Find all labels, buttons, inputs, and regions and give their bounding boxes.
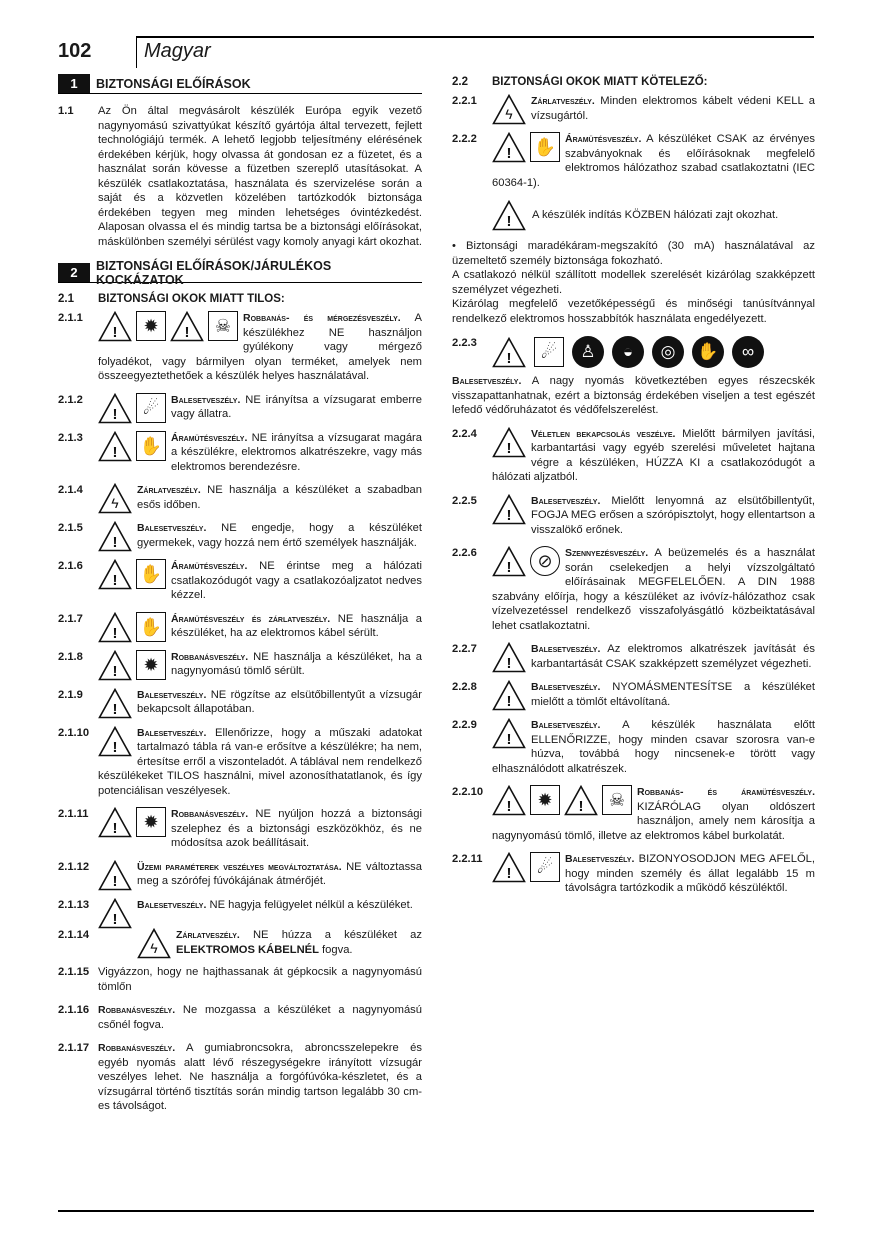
hazard-label: Balesetveszély. [452, 375, 522, 387]
electric-hand-icon: ✋ [530, 132, 560, 162]
item-number: 2.1.1 [58, 312, 83, 324]
header-divider [136, 36, 137, 68]
hazard-icons [98, 650, 166, 681]
hazard-label: Balesetveszély. [531, 494, 601, 507]
item-number: 2.1.2 [58, 393, 83, 406]
warning-icon [492, 337, 526, 368]
item-2-1-11 [58, 807, 422, 851]
svg-text:!: ! [112, 624, 118, 642]
svg-text:!: ! [506, 693, 512, 710]
warning-icon [492, 427, 526, 458]
svg-text:!: ! [112, 443, 118, 461]
hazard-icons [98, 688, 132, 719]
svg-text:!: ! [112, 324, 118, 341]
warning-icon [492, 852, 526, 883]
left-column [58, 74, 422, 1123]
item-1-1 [58, 104, 422, 249]
section-1-heading [58, 74, 422, 94]
svg-text:ϟ: ϟ [111, 495, 119, 511]
section-number: 1 [58, 74, 90, 93]
item-text: Mielőtt bármilyen javítási, karbantartási vagy egyéb szerelési műveletet hajtana végre a készüléken, HÚZZA KI a csatlakozódugót a hálózati aljzatból. [492, 427, 815, 483]
item-2-2-4 [452, 427, 815, 485]
item-2-2-1 [452, 94, 815, 123]
item-2-1-6 [58, 559, 422, 603]
item-text: NE irányítsa a vízsugarat magára a készülékre, elektromos alkatrészekre, vagy más elektromos berendezésre. [171, 431, 422, 473]
warning-icon [492, 718, 526, 749]
svg-text:!: ! [578, 798, 584, 815]
item-number: 2.2.6 [452, 547, 477, 559]
item-2-2-2 [452, 132, 815, 326]
item-text: BIZONYOSODJON MEG AFELŐL, hogy minden személy és állat legalább 15 m távolságra tartózkodik a működő készüléktől. [565, 853, 815, 894]
warning-icon [492, 642, 526, 673]
hazard-label: Szennyezésveszély. [565, 547, 649, 559]
item-text: NE használja a készüléket, ha az elektromos kábel sérült. [171, 612, 422, 639]
item-number: 2.2.4 [452, 427, 477, 440]
svg-text:ϟ: ϟ [150, 940, 158, 956]
item-2-1-13 [58, 898, 422, 928]
hazard-label: Robbanásveszély. [98, 1004, 176, 1016]
item-text: A készülék használata előtt ELLENŐRIZZE, hogy minden csavar szorosra van-e húzva, továbbá hogy nincsenek-e törött vagy elhasználódott alkatrészek. [492, 719, 815, 775]
hazard-icons [98, 807, 166, 838]
hazard-label: Robbanás- és mérgezésveszély. [243, 312, 401, 324]
item-text: NE húzza a készüléket az [239, 929, 422, 941]
footer-rule [58, 1210, 814, 1212]
left-items [58, 311, 422, 1114]
warning-icon [98, 393, 132, 424]
warning-icon [98, 860, 132, 891]
electric-hazard-icon [137, 928, 171, 959]
item-number: 2.2.11 [452, 853, 483, 865]
item-2-2-3 [452, 336, 815, 418]
item-2-1-2 [58, 393, 422, 422]
item-text: Az Ön által megvásárolt készülék Európa egyik vezető nagynyomású szivattyúkat készítő gyártója által tervezett, fejlett technológiájú termék. A lehető legjobb teljesítmény elérésének érdekében kérjük, hogy olvassa át gondosan ez a füzetet, és a használat során kövesse a füzetben szereplő utasításokat. A készülék csatlakoztatása, használata és szervizelése során a saját és a közvetlen közelében tartózkodók biztonsága érdekében tegyen meg minden lehetséges óvintézkedést. Alaposan olvassa el és mindig tartsa be a biztonsági előírásokat, máskülönben személyi sérülést vagy komoly anyagi kárt okozhat. [98, 105, 422, 248]
item-text: A készüléket CSAK az érvényes szabványoknak és előírásoknak megfelelő elektromos hálózathoz szabad csatlakoztatni (IEC 60364-1). [492, 133, 815, 189]
rcd-bullet: • Biztonsági maradékáram-megszakító (30 mA) használatával az üzemeltető személy biztonsága fokozható. [452, 240, 815, 267]
hazard-label: Véletlen bekapcsolás veszélye. [531, 427, 676, 440]
hazard-label: Áramütésveszély. [171, 431, 248, 444]
right-items [452, 427, 815, 896]
item-2-1-9 [58, 688, 422, 717]
hazard-icons [98, 483, 132, 514]
item-2-1-15 [58, 965, 422, 994]
hazard-label: Balesetveszély. [531, 681, 601, 693]
hazard-icons [492, 642, 526, 673]
electric-hand-icon: ✋ [136, 431, 166, 461]
item-number: 2.1.16 [58, 1004, 90, 1016]
hazard-label: Zárlatveszély. [531, 95, 595, 107]
svg-text:!: ! [506, 506, 512, 524]
item-2-2-7 [452, 642, 815, 671]
item-2-2-9 [452, 718, 815, 776]
hazard-label: Áramütésveszély. [171, 560, 248, 572]
hazard-icons [98, 559, 166, 590]
item-2-2-10 [452, 785, 815, 843]
item-number: 2.1.10 [58, 726, 90, 739]
hazard-label: Balesetveszély. [137, 898, 207, 911]
section-number: 2 [58, 263, 90, 282]
item-text: A beüzemelés és a használat során cselekedjen a helyi vízszolgáltató előírásainak MEGFELELŐEN. A DIN 1988 szabvány előírja, hogy a készüléket az ivóvíz-hálózathoz csak vízelvezetéssel rendelkező visszafolyásgátló közbeiktatásával lehet csatlakoztatni. [492, 547, 815, 632]
item-2-1-16 [58, 1003, 422, 1032]
item-number: 2.2.10 [452, 786, 484, 798]
item-number: 2.1.4 [58, 484, 83, 496]
hazard-icons [137, 928, 171, 959]
item-text: Minden elektromos kábelt védeni KELL a vízsugártól. [531, 95, 815, 122]
hazard-label: Robbanásveszély. [98, 1042, 176, 1054]
item-2-1-12 [58, 860, 422, 889]
language-title: Magyar [144, 40, 211, 62]
ear-protection-icon: ◎ [652, 336, 684, 368]
svg-text:!: ! [112, 738, 118, 756]
noise-note [492, 200, 815, 231]
warning-icon [98, 726, 132, 757]
warning-icon [492, 200, 526, 231]
hazard-icons [492, 852, 560, 883]
item-number: 2.1.13 [58, 898, 90, 911]
item-2-1-1 [58, 311, 422, 384]
warning-icon [492, 132, 526, 163]
warning-icon [492, 785, 526, 816]
svg-text:!: ! [112, 572, 118, 589]
svg-text:!: ! [506, 145, 512, 162]
svg-text:!: ! [184, 324, 190, 341]
electric-hazard-icon [98, 483, 132, 514]
svg-text:!: ! [506, 731, 512, 748]
subsection-number: 2.2 [452, 76, 468, 88]
hazard-label: Balesetveszély. [565, 853, 635, 865]
hazard-label: Robbanásveszély. [171, 650, 249, 663]
item-2-1-7 [58, 612, 422, 641]
item-text: NE engedje, hogy a készüléket gyermekek, vagy hozzá nem értő személyek használják. [137, 522, 422, 549]
svg-text:!: ! [112, 405, 118, 423]
header-rule [136, 36, 814, 38]
warning-icon [98, 431, 132, 462]
jet-spray-icon: ☄ [534, 337, 564, 367]
ppe-icons [492, 336, 815, 368]
warning-icon [98, 612, 132, 643]
svg-text:!: ! [506, 798, 512, 815]
item-number: 2.2.9 [452, 719, 477, 731]
hazard-label: Balesetveszély. [171, 393, 241, 406]
hazard-icons [492, 785, 632, 816]
jet-spray-icon: ☄ [136, 393, 166, 423]
item-text: KIZÁRÓLAG olyan oldószert használjon, amely nem károsítja a nagynyomású tömlő, illetve az elektromos kábel burkolatát. [492, 800, 815, 842]
gloves-icon: ✋ [692, 336, 724, 368]
hazard-label: Balesetveszély. [137, 726, 207, 739]
electric-hand-icon: ✋ [136, 559, 166, 589]
hazard-icons [98, 898, 132, 929]
hazard-icons [492, 718, 526, 749]
item-number: 2.1.15 [58, 966, 90, 978]
hazard-icons [492, 680, 526, 711]
item-text: NE nyúljon hozzá a biztonsági szelephez és a biztonsági eszközökhöz, és ne módosítsa azok beállításait. [171, 808, 422, 849]
warning-icon [170, 311, 204, 342]
item-number: 2.1.6 [58, 560, 83, 572]
hazard-icons [492, 427, 526, 458]
item-number: 2.1.7 [58, 612, 83, 625]
item-text: NYOMÁSMENTESÍTSE a készüléket mielőtt a tömlőt eltávolítaná. [531, 681, 815, 708]
item-number: 2.2.7 [452, 643, 477, 655]
hazard-icons [98, 311, 238, 342]
hazard-label: Üzemi paraméterek veszélyes megváltoztatása. [137, 860, 342, 873]
item-number: 2.2.1 [452, 95, 477, 107]
note-text: A készülék indítás KÖZBEN hálózati zajt okozhat. [532, 209, 779, 222]
goggles-icon: ∞ [732, 336, 764, 368]
hazard-label: Robbanás- és áramütésveszély. [637, 786, 815, 798]
explosion-icon: ✹ [136, 807, 166, 837]
hazard-icons [98, 726, 132, 757]
item-2-1-14 [58, 928, 422, 957]
explosion-icon: ✹ [136, 650, 166, 680]
item-text: Az elektromos alkatrészek javítását és karbantartását CSAK szakképzett személyzet végezheti. [531, 643, 815, 670]
item-text-bold: ELEKTROMOS KÁBELNÉL [176, 943, 319, 956]
item-text: NE használja a készüléket a szabadban esős időben. [137, 484, 422, 511]
section-title: BIZTONSÁGI ELŐÍRÁSOK [96, 76, 251, 91]
subsection-title: BIZTONSÁGI OKOK MIATT KÖTELEZŐ: [492, 76, 708, 88]
explosion-icon: ✹ [136, 311, 166, 341]
svg-text:ϟ: ϟ [505, 106, 513, 122]
item-number: 2.1.17 [58, 1042, 90, 1054]
item-text: A nagy nyomás következtében egyes részecskék visszapattanhatnak, ezért a biztonság érdekében viseljen a test egészét lefedő védőruházatot és védőfelszerelést. [452, 375, 815, 416]
item-number: 2.1.3 [58, 431, 83, 444]
item-number: 2.1.8 [58, 650, 83, 663]
item-number: 2.1.11 [58, 808, 89, 820]
item-number: 2.1.9 [58, 688, 83, 701]
hazard-icons [98, 431, 166, 462]
section-title: BIZTONSÁGI ELŐÍRÁSOK/JÁRULÉKOS KOCKÁZATOK [95, 258, 332, 287]
warning-icon [98, 807, 132, 838]
item-number: 2.2.2 [452, 133, 477, 145]
item-text: Mielőtt lenyomná az elsütőbillentyűt, FOGJA MEG erősen a szórópisztolyt, hogy ellentartson a visszalökő erőnek. [531, 494, 815, 536]
item-2-1-10 [58, 726, 422, 799]
svg-text:!: ! [112, 910, 118, 928]
section-2-heading [58, 258, 422, 287]
protective-suit-icon: ♙ [572, 336, 604, 368]
item-text: NE használja a készüléket, ha a nagynyomású tömlő sérült. [171, 650, 422, 677]
hazard-icons [98, 393, 166, 424]
item-text: NE hagyja felügyelet nélkül a készüléket. [206, 898, 413, 911]
warning-icon [98, 311, 132, 342]
item-2-1-17 [58, 1041, 422, 1114]
hazard-icons [98, 612, 166, 643]
item-number: 2.2.8 [452, 681, 477, 693]
item-number: 2.2.5 [452, 494, 477, 507]
hazard-label: Zárlatveszély. [137, 484, 201, 496]
item-number: 2.2.3 [452, 337, 477, 349]
subsection-number: 2.1 [58, 293, 74, 305]
toxic-skull-icon: ☠ [208, 311, 238, 341]
hazard-label: Balesetveszély. [137, 522, 207, 534]
svg-text:!: ! [112, 534, 118, 551]
item-2-1-5 [58, 521, 422, 550]
warning-icon [98, 521, 132, 552]
no-drinking-water-icon: ⊘ [530, 546, 560, 576]
item-text: Ne mozgassa a készüléket a nagynyomású csőnél fogva. [98, 1004, 422, 1031]
item-text: NE rögzítse az elsütőbillentyűt a vízsugár bekapcsolt állapotában. [137, 688, 422, 715]
item-text: Ellenőrizze, hogy a műszaki adatokat tartalmazó tábla rá van-e erősítve a készülékre; ha nem, értesítse erről a viszonteladót. A táblával nem rendelkező készülékeket TILOS használni, mivel azonosíthatatlanok, és így potenciálisan veszélyesek. [98, 726, 422, 797]
svg-text:!: ! [506, 349, 512, 367]
item-text: Vigyázzon, hogy ne hajthassanak át gépkocsik a nagynyomású tömlőn [98, 966, 422, 993]
warning-icon [564, 785, 598, 816]
warning-icon [98, 898, 132, 929]
item-2-2-6 [452, 546, 815, 633]
paragraph: Kizárólag megfelelő vezetőképességű és minőségi tanúsítvánnyal rendelkező elektromos hosszabbítók használata engedélyezett. [452, 298, 815, 325]
svg-text:!: ! [506, 213, 512, 230]
subsection-title: BIZTONSÁGI OKOK MIATT TILOS: [98, 293, 285, 305]
page-header [58, 36, 814, 68]
hazard-label: Balesetveszély. [531, 719, 601, 731]
warning-icon [98, 688, 132, 719]
item-2-1-4 [58, 483, 422, 512]
hazard-icons [98, 860, 132, 891]
item-2-1-3 [58, 431, 422, 475]
hazard-label: Robbanásveszély. [171, 808, 249, 820]
item-text: NE változtassa meg a szórófej fúvókájának átmérőjét. [137, 860, 422, 887]
hazard-icons [492, 546, 560, 577]
item-text: NE érintse meg a hálózati csatlakozódugót vagy a csatlakozóaljzatot nedves kézzel. [171, 560, 422, 601]
helmet-icon: ◒ [612, 336, 644, 368]
subsection-2-1 [58, 293, 422, 305]
warning-icon [98, 650, 132, 681]
item-text: NE irányítsa a vízsugarat emberre vagy állatra. [171, 393, 422, 420]
item-text: A gumiabroncsokra, abroncsszelepekre és egyéb nyomás alatt lévő részegységekre irányított vízsugár veszélyes lehet. Ne használja a forgófúvóka-készletet, és a vízsugárral történő tisztítás során mindig tartson legalább 30 cm-es távolságot. [98, 1042, 422, 1112]
right-column [452, 74, 815, 905]
item-2-2-8 [452, 680, 815, 709]
svg-text:!: ! [112, 820, 118, 837]
item-number: 2.1.14 [58, 929, 90, 941]
toxic-skull-icon: ☠ [602, 785, 632, 815]
explosion-icon: ✹ [530, 785, 560, 815]
svg-text:!: ! [112, 662, 118, 680]
svg-text:!: ! [112, 700, 118, 718]
svg-text:!: ! [506, 865, 512, 882]
hazard-label: Balesetveszély. [137, 688, 207, 701]
item-number: 2.1.12 [58, 860, 90, 873]
item-2-2-11 [452, 852, 815, 896]
svg-text:!: ! [112, 872, 118, 890]
hazard-label: Áramütésveszély. [565, 133, 642, 145]
warning-icon [492, 546, 526, 577]
subsection-2-2 [452, 76, 815, 88]
item-text: A készülékhez NE használjon gyúlékony vagy mérgező folyadékot, vagy bármilyen olyan terméket, amelyek nem összeegyeztethetőek a készülék helyes használatával. [98, 312, 422, 382]
item-number: 2.1.5 [58, 522, 83, 534]
warning-icon [492, 494, 526, 525]
electric-hand-icon: ✋ [136, 612, 166, 642]
item-2-2-5 [452, 494, 815, 538]
item-number: 1.1 [58, 105, 74, 117]
hazard-label: Balesetveszély. [531, 643, 601, 655]
hazard-icons [98, 521, 132, 552]
svg-text:!: ! [506, 655, 512, 672]
hazard-label: Zárlatveszély. [176, 929, 240, 941]
warning-icon [98, 559, 132, 590]
svg-text:!: ! [506, 439, 512, 457]
electric-hazard-icon [492, 94, 526, 125]
page-number: 102 [58, 40, 92, 62]
hazard-label: Áramütésveszély és zárlatveszély. [171, 612, 331, 625]
item-text-tail: fogva. [318, 943, 353, 956]
warning-icon [492, 680, 526, 711]
jet-spray-icon: ☄ [530, 852, 560, 882]
hazard-icons [492, 494, 526, 525]
item-2-1-8 [58, 650, 422, 679]
svg-text:!: ! [506, 559, 512, 576]
paragraph: A csatlakozó nélkül szállított modellek szerelését kizárólag szakképzett személyzet végezheti. [452, 269, 815, 296]
